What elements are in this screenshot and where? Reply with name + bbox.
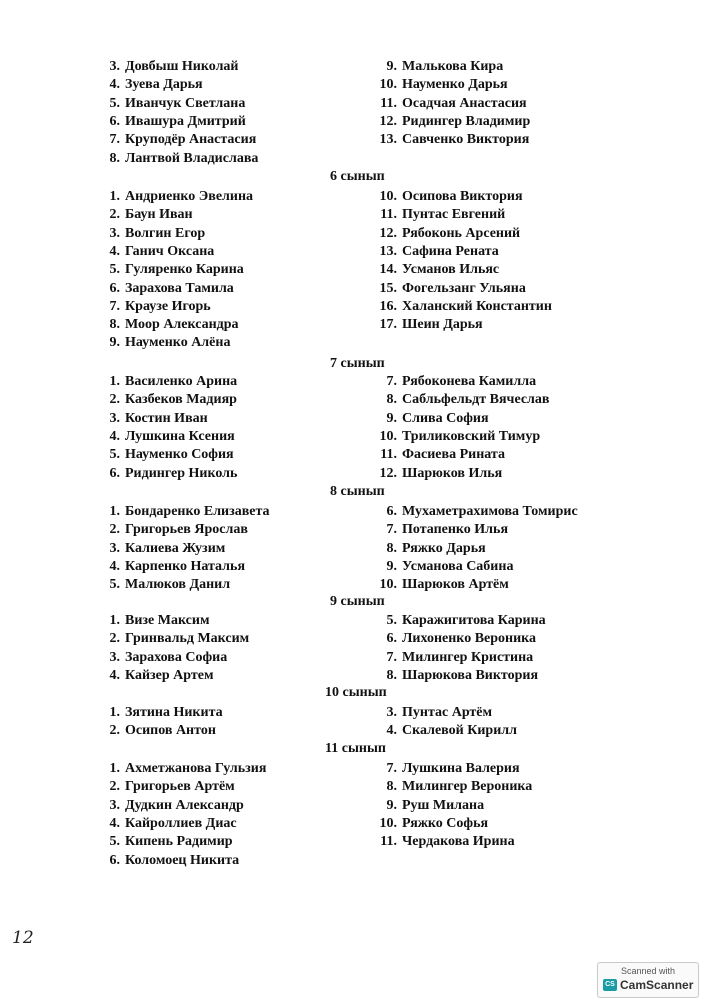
student-number: 2. xyxy=(109,207,120,223)
student-name: Малюков Данил xyxy=(125,577,231,593)
grade-heading: 7 сынып xyxy=(330,356,385,371)
student-name: Василенко Арина xyxy=(125,374,238,389)
student-list-item xyxy=(377,316,483,334)
student-number: 4. xyxy=(109,667,120,683)
student-number: 11. xyxy=(380,834,397,850)
student-number: 7. xyxy=(109,298,120,314)
student-number: 15. xyxy=(379,280,397,296)
student-number: 8. xyxy=(386,540,397,556)
student-name: Осипова Виктория xyxy=(402,189,523,204)
student-list-item xyxy=(100,465,237,483)
student-name: Круподёр Анастасия xyxy=(125,132,257,148)
student-name: Визе Максим xyxy=(125,613,210,628)
student-list-item xyxy=(100,852,239,870)
student-list-item xyxy=(377,521,508,539)
student-number: 9. xyxy=(386,797,397,813)
student-list-item xyxy=(377,76,508,94)
student-name: Малькова Кира xyxy=(402,59,504,74)
student-name: Карпенко Наталья xyxy=(125,558,246,574)
student-name: Шарюков Илья xyxy=(402,465,503,481)
student-number: 11. xyxy=(380,207,397,223)
student-list-item xyxy=(100,391,237,409)
student-number: 9. xyxy=(386,410,397,426)
student-number: 2. xyxy=(109,392,120,408)
student-name: Шарюкова Виктория xyxy=(402,667,539,683)
student-list-item xyxy=(100,113,246,131)
student-number: 7. xyxy=(386,649,397,665)
student-number: 2. xyxy=(109,723,120,739)
student-number: 2. xyxy=(109,631,120,647)
student-list-item xyxy=(100,95,245,113)
student-name: Ряжко Дарья xyxy=(402,540,486,556)
student-number: 8. xyxy=(386,392,397,408)
student-list-item xyxy=(100,261,244,279)
student-list-item xyxy=(377,704,492,722)
student-list-item xyxy=(100,373,237,391)
camscanner-watermark xyxy=(597,962,699,998)
student-number: 8. xyxy=(386,667,397,683)
student-number: 13. xyxy=(379,243,397,259)
student-list-item xyxy=(100,558,245,576)
student-number: 10. xyxy=(379,577,397,593)
student-list-item xyxy=(100,298,211,316)
grade-heading: 6 сынып xyxy=(330,169,385,184)
student-list-item xyxy=(377,630,536,648)
student-name: Руш Милана xyxy=(402,797,485,813)
student-list-item xyxy=(377,465,502,483)
student-name: Лушкина Ксения xyxy=(125,428,235,444)
student-list-item xyxy=(100,150,258,168)
student-number: 5. xyxy=(109,447,120,463)
student-number: 1. xyxy=(109,504,120,519)
student-number: 16. xyxy=(379,298,397,314)
student-name: Усманова Сабина xyxy=(402,558,514,574)
student-number: 6. xyxy=(109,113,120,129)
student-number: 3. xyxy=(386,705,397,720)
student-number: 8. xyxy=(386,779,397,795)
student-number: 6. xyxy=(386,504,397,519)
student-number: 12. xyxy=(379,465,397,481)
student-name: Бондаренко Елизавета xyxy=(125,504,270,519)
student-name: Григорьев Артём xyxy=(125,779,235,795)
student-list-item xyxy=(377,815,488,833)
student-name: Моор Александра xyxy=(125,317,239,333)
student-list-item xyxy=(377,261,499,279)
student-list-item xyxy=(100,722,216,740)
student-number: 9. xyxy=(109,335,120,351)
student-name: Шеин Дарья xyxy=(402,317,483,333)
student-number: 3. xyxy=(109,649,120,665)
student-list-item xyxy=(377,428,540,446)
student-name: Шарюков Артём xyxy=(402,577,509,593)
student-list-item xyxy=(377,373,536,391)
student-number: 17. xyxy=(379,317,397,333)
student-number: 1. xyxy=(109,761,120,776)
student-name: Фогельзанг Ульяна xyxy=(402,280,526,296)
student-number: 4. xyxy=(109,428,120,444)
handwritten-page-number: 12 xyxy=(12,928,34,948)
student-number: 6. xyxy=(109,852,120,868)
student-number: 8. xyxy=(109,150,120,166)
student-list-item xyxy=(100,576,230,594)
student-list-item xyxy=(377,298,552,316)
student-name: Зятина Никита xyxy=(125,705,223,720)
grade-heading: 9 сынып xyxy=(330,594,385,609)
student-number: 4. xyxy=(109,558,120,574)
student-number: 3. xyxy=(109,410,120,426)
student-name: Довбыш Николай xyxy=(125,59,239,74)
student-name: Зарахова Тамила xyxy=(125,280,234,296)
student-name: Савченко Виктория xyxy=(402,132,530,148)
student-list-item xyxy=(100,630,249,648)
student-name: Фасиева Рината xyxy=(402,447,505,463)
student-number: 7. xyxy=(109,132,120,148)
student-number: 6. xyxy=(109,465,120,481)
student-name: Кайзер Артем xyxy=(125,667,214,683)
student-list-item xyxy=(377,280,526,298)
student-name: Зуева Дарья xyxy=(125,77,203,93)
student-list-item xyxy=(100,446,234,464)
student-number: 7. xyxy=(386,522,397,538)
student-list-item xyxy=(377,649,533,667)
student-name: Рябоконь Арсений xyxy=(402,225,521,241)
student-number: 1. xyxy=(109,374,120,389)
student-name: Рябоконева Камилла xyxy=(402,374,537,389)
student-name: Ганич Оксана xyxy=(125,243,215,259)
student-name: Лантвой Владислава xyxy=(125,150,259,166)
student-name: Ридингер Николь xyxy=(125,465,238,481)
student-list-item xyxy=(377,576,509,594)
student-number: 3. xyxy=(109,59,120,74)
student-list-item xyxy=(100,76,203,94)
student-number: 5. xyxy=(109,834,120,850)
student-number: 1. xyxy=(109,613,120,628)
student-list-item xyxy=(100,58,238,76)
student-list-item xyxy=(100,410,208,428)
student-name: Лихоненко Вероника xyxy=(402,631,537,647)
student-name: Чердакова Ирина xyxy=(402,834,515,850)
student-name: Осипов Антон xyxy=(125,723,216,739)
student-number: 13. xyxy=(379,132,397,148)
scanned-with-text: Scanned with xyxy=(620,966,676,976)
student-number: 10. xyxy=(379,189,397,204)
student-name: Потапенко Илья xyxy=(402,522,509,538)
student-name: Кипень Радимир xyxy=(125,834,233,850)
student-name: Пунтас Евгений xyxy=(402,207,506,223)
student-number: 14. xyxy=(379,262,397,278)
student-number: 8. xyxy=(109,317,120,333)
student-name: Сабльфельдт Вячеслав xyxy=(402,392,550,408)
student-list-item xyxy=(377,446,505,464)
student-number: 6. xyxy=(386,631,397,647)
student-list-item xyxy=(100,316,239,334)
student-name: Григорьев Ярослав xyxy=(125,522,248,538)
student-name: Науменко София xyxy=(125,447,234,463)
student-name: Краузе Игорь xyxy=(125,298,211,314)
student-list-item xyxy=(377,833,515,851)
student-list-item xyxy=(100,797,244,815)
student-list-item xyxy=(100,540,225,558)
student-name: Ридингер Владимир xyxy=(402,113,531,129)
student-list-item xyxy=(377,58,503,76)
student-number: 5. xyxy=(109,577,120,593)
student-list-item xyxy=(100,225,205,243)
student-number: 10. xyxy=(379,815,397,831)
student-number: 9. xyxy=(386,558,397,574)
student-list-item xyxy=(377,113,530,131)
student-list-item xyxy=(100,428,235,446)
grade-heading: 8 сынып xyxy=(330,484,385,499)
student-list-item xyxy=(100,243,214,261)
grade-heading: 11 сынып xyxy=(325,741,386,756)
student-number: 1. xyxy=(109,705,120,720)
student-list-item xyxy=(100,521,248,539)
student-name: Триликовский Тимур xyxy=(402,428,541,444)
student-name: Слива София xyxy=(402,410,489,426)
student-list-item xyxy=(377,95,527,113)
student-list-item xyxy=(100,280,234,298)
student-list-item xyxy=(100,503,270,521)
camscanner-brand-text: CamScanner xyxy=(620,978,694,992)
student-list-item xyxy=(377,722,517,740)
student-name: Сафина Рената xyxy=(402,243,499,259)
student-list-item xyxy=(100,704,223,722)
student-number: 7. xyxy=(386,761,397,776)
student-list-item xyxy=(100,667,214,685)
student-list-item xyxy=(100,649,227,667)
student-name: Гуляренко Карина xyxy=(125,262,244,278)
student-number: 4. xyxy=(386,723,397,739)
student-list-item xyxy=(100,778,235,796)
student-number: 9. xyxy=(386,59,397,74)
student-name: Пунтас Артём xyxy=(402,705,493,720)
student-number: 6. xyxy=(109,280,120,296)
student-name: Казбеков Мадияр xyxy=(125,392,237,408)
student-name: Милингер Вероника xyxy=(402,779,533,795)
student-number: 11. xyxy=(380,95,397,111)
student-list-item xyxy=(377,667,538,685)
student-list-item xyxy=(100,815,237,833)
student-name: Зарахова Софиа xyxy=(125,649,228,665)
student-number: 11. xyxy=(380,447,397,463)
student-list-item xyxy=(377,540,486,558)
student-number: 5. xyxy=(386,613,397,628)
student-number: 5. xyxy=(109,262,120,278)
grade-heading: 10 сынып xyxy=(325,685,387,700)
student-list-item xyxy=(100,760,266,778)
student-list-item xyxy=(377,760,520,778)
student-number: 3. xyxy=(109,225,120,241)
student-name: Осадчая Анастасия xyxy=(402,95,527,111)
student-number: 10. xyxy=(379,428,397,444)
student-number: 4. xyxy=(109,243,120,259)
student-name: Каражигитова Карина xyxy=(402,613,546,628)
student-name: Халанский Константин xyxy=(402,298,552,314)
student-number: 3. xyxy=(109,797,120,813)
student-name: Ивашура Дмитрий xyxy=(125,113,246,129)
student-list-item xyxy=(377,612,546,630)
student-list-item xyxy=(377,558,513,576)
student-name: Андриенко Эвелина xyxy=(125,189,254,204)
student-number: 3. xyxy=(109,540,120,556)
student-list-item xyxy=(377,410,489,428)
student-number: 5. xyxy=(109,95,120,111)
student-name: Науменко Дарья xyxy=(402,77,508,93)
student-name: Иванчук Светлана xyxy=(125,95,246,111)
student-number: 4. xyxy=(109,77,120,93)
student-list-item xyxy=(377,206,505,224)
student-number: 12. xyxy=(379,113,397,129)
student-list-item xyxy=(100,612,210,630)
student-list-item xyxy=(377,225,520,243)
student-name: Ахметжанова Гульзия xyxy=(125,761,267,776)
student-name: Коломоец Никита xyxy=(125,852,240,868)
student-list-item xyxy=(377,778,532,796)
student-name: Костин Иван xyxy=(125,410,208,426)
student-list-item xyxy=(100,334,230,352)
student-name: Калиева Жузим xyxy=(125,540,226,556)
student-number: 2. xyxy=(109,522,120,538)
student-name: Гринвальд Максим xyxy=(125,631,250,647)
student-name: Науменко Алёна xyxy=(125,335,231,351)
student-list-item xyxy=(377,131,529,149)
student-name: Ряжко Софья xyxy=(402,815,489,831)
student-list-item xyxy=(377,391,549,409)
student-name: Кайроллиев Диас xyxy=(125,815,237,831)
student-number: 1. xyxy=(109,189,120,204)
student-list-item xyxy=(100,131,256,149)
student-list-item xyxy=(100,833,233,851)
student-number: 2. xyxy=(109,779,120,795)
student-name: Усманов Ильяс xyxy=(402,262,500,278)
student-name: Милингер Кристина xyxy=(402,649,534,665)
student-name: Баун Иван xyxy=(125,207,193,223)
student-name: Скалевой Кирилл xyxy=(402,723,517,739)
student-list-item xyxy=(100,206,193,224)
student-list-item xyxy=(377,243,499,261)
student-list-item xyxy=(100,188,253,206)
student-name: Мухаметрахимова Томирис xyxy=(402,504,578,519)
camscanner-logo-icon: CS xyxy=(603,979,617,991)
student-list-item xyxy=(377,188,523,206)
student-name: Дудкин Александр xyxy=(125,797,244,813)
student-number: 12. xyxy=(379,225,397,241)
student-number: 10. xyxy=(379,77,397,93)
student-name: Лушкина Валерия xyxy=(402,761,520,776)
student-list-item xyxy=(377,503,578,521)
student-name: Волгин Егор xyxy=(125,225,206,241)
student-number: 4. xyxy=(109,815,120,831)
student-number: 7. xyxy=(386,374,397,389)
student-list-item xyxy=(377,797,484,815)
